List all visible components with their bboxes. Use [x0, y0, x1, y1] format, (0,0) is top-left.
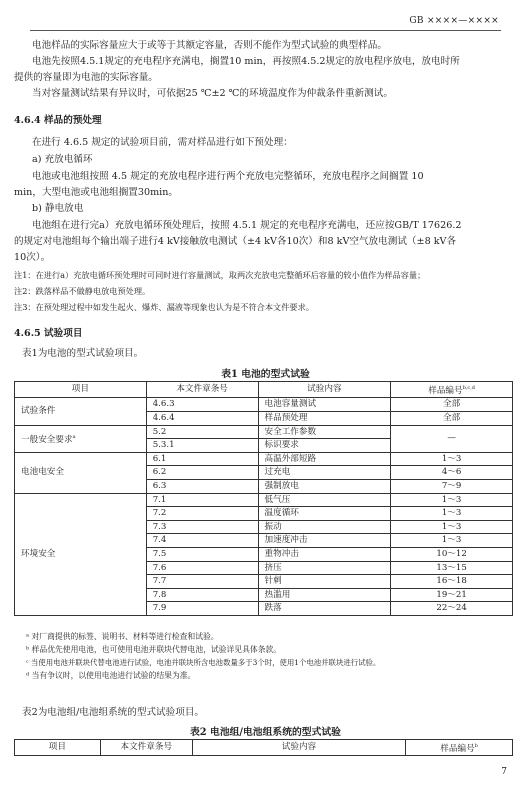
content-cell: 标识要求 [258, 439, 391, 453]
sample-cell: 16～18 [391, 575, 513, 589]
table1-header-item: 项目 [15, 382, 147, 398]
item-a-cycle: a) 充放电循环 [32, 154, 93, 165]
note-3: 注3：在预处理过程中如发生起火、爆炸、漏液等现象也认为是不符合本文件要求。 [14, 302, 314, 312]
para-esd-desc: 电池组在进行完a）充放电循环预处理后，按照 4.5.1 规定的充电程序充满电，还应按GB/T 17626.2 [32, 220, 462, 231]
clause-cell: 7.5 [146, 547, 258, 561]
table1-title: 表1 电池的型式试验 [221, 369, 310, 380]
note-2: 注2：跌落样品不做静电放电预处理。 [14, 286, 151, 296]
content-cell: 电池容量测试 [258, 398, 391, 412]
content-cell: 加速度冲击 [258, 534, 391, 548]
sample-cell: 4～6 [391, 466, 513, 480]
table1-header-row [15, 382, 513, 398]
clause-cell: 7.2 [146, 507, 258, 521]
clause-cell: 4.6.3 [146, 398, 258, 412]
table2-header-row [15, 740, 513, 756]
table2-header-sample [406, 740, 513, 756]
table1-header-sample-sup: b,c,d [462, 385, 475, 391]
clause-cell: 7.9 [146, 602, 258, 616]
table1-header-sample-label: 样品编号 [428, 385, 463, 396]
table1-footnote-a: ᵃ 对厂商提供的标签、说明书、材料等进行检查和试验。 [26, 632, 219, 641]
sample-cell: 13～15 [391, 561, 513, 575]
content-cell: 过充电 [258, 466, 391, 480]
para-esd-desc-end: 10次）。 [14, 252, 51, 263]
table1-footnote-d: ᵈ 当有争议时，以使用电池进行试验的结果为准。 [26, 671, 196, 680]
para-esd-desc-cont: 的规定对电池组每个输出端子进行4 kV接触放电测试（±4 kV各10次）和8 kV空气放电测试（±8 kV各 [14, 236, 457, 247]
note-1: 注1：在进行a）充放电循环预处理时可同时进行容量测试，取两次充放电完整循环后容量的较小值作为样品容量； [14, 270, 426, 280]
table1-header-clause: 本文件章条号 [146, 382, 258, 398]
section-4-6-4-title: 4.6.4 样品的预处理 [14, 115, 102, 126]
content-cell: 安全工作参数 [258, 425, 391, 439]
table1-header-content: 试验内容 [258, 382, 391, 398]
para-charge-procedure-cont: 提供的容量即为电池的实际容量。 [14, 72, 158, 83]
para-arbitration: 当对容量测试结果有异议时，可依据25 ℃±2 ℃的环境温度作为仲裁条件重新测试。 [32, 88, 393, 99]
para-pretreatment-intro: 在进行 4.6.5 规定的试验项目前，需对样品进行如下预处理： [32, 137, 293, 148]
table-row [15, 425, 513, 439]
clause-cell: 5.3.1 [146, 439, 258, 453]
sample-cell: 1～3 [391, 493, 513, 507]
content-cell: 温度循环 [258, 507, 391, 521]
clause-cell: 7.1 [146, 493, 258, 507]
table2-header-item: 项目 [15, 740, 101, 756]
header-rule [30, 30, 501, 31]
group-electrical-safety: 电池电安全 [15, 452, 147, 493]
content-cell: 针刺 [258, 575, 391, 589]
table2 [14, 739, 513, 756]
page-number: 7 [501, 767, 507, 777]
content-cell: 跌落 [258, 602, 391, 616]
sample-cell: 19～21 [391, 588, 513, 602]
table1-footnote-b: ᵇ 样品优先使用电池，也可使用电池并联块代替电池，试验详见具体条款。 [26, 645, 282, 654]
sample-cell: 1～3 [391, 452, 513, 466]
section-4-6-5-title: 4.6.5 试验项目 [14, 328, 83, 339]
table-row [15, 398, 513, 412]
group-general-safety [15, 425, 147, 452]
table2-header-clause: 本文件章条号 [100, 740, 192, 756]
table2-header-sample-sup: b [474, 743, 478, 749]
sample-cell: — [391, 425, 513, 452]
para-charge-procedure: 电池先按照4.5.1规定的充电程序充满电，搁置10 min，再按照4.5.2规定的放电程序放电，放电时所 [32, 56, 460, 67]
content-cell: 挤压 [258, 561, 391, 575]
table2-header-content: 试验内容 [192, 740, 405, 756]
sample-cell: 全部 [391, 398, 513, 412]
content-cell: 样品预处理 [258, 412, 391, 426]
content-cell: 强制放电 [258, 480, 391, 494]
group-environmental-safety: 环境安全 [15, 493, 147, 615]
clause-cell: 7.4 [146, 534, 258, 548]
sample-cell: 1～3 [391, 507, 513, 521]
content-cell: 高温外部短路 [258, 452, 391, 466]
clause-cell: 7.7 [146, 575, 258, 589]
sample-cell: 1～3 [391, 520, 513, 534]
table2-title: 表2 电池组/电池组系统的型式试验 [190, 727, 341, 738]
sample-cell: 10～12 [391, 547, 513, 561]
clause-cell: 6.2 [146, 466, 258, 480]
sample-cell: 7～9 [391, 480, 513, 494]
table1-header-sample [391, 382, 513, 398]
content-cell: 热滥用 [258, 588, 391, 602]
table2-header-sample-label: 样品编号 [440, 743, 475, 754]
clause-cell: 4.6.4 [146, 412, 258, 426]
sample-cell: 全部 [391, 412, 513, 426]
clause-cell: 7.6 [146, 561, 258, 575]
item-b-esd: b) 静电放电 [32, 203, 84, 214]
sample-cell: 22～24 [391, 602, 513, 616]
group-test-conditions: 试验条件 [15, 398, 147, 425]
para-cycle-desc: 电池或电池组按照 4.5 规定的充放电程序进行两个充放电完整循环，充放电程序之间搁置 10 [32, 171, 424, 182]
para-cycle-desc-cont: min，大型电池或电池组搁置30min。 [14, 187, 179, 198]
clause-cell: 6.1 [146, 452, 258, 466]
table-row [15, 493, 513, 507]
group-general-safety-sup: a [72, 434, 76, 440]
content-cell: 低气压 [258, 493, 391, 507]
para-table1-intro: 表1为电池的型式试验项目。 [22, 348, 144, 359]
clause-cell: 6.3 [146, 480, 258, 494]
page-header-code: GB ××××—×××× [409, 16, 499, 26]
sample-cell: 1～3 [391, 534, 513, 548]
para-table2-intro: 表2为电池组/电池组系统的型式试验项目。 [22, 707, 205, 718]
group-general-safety-label: 一般安全要求 [21, 434, 73, 445]
table1 [14, 381, 513, 616]
content-cell: 重物冲击 [258, 547, 391, 561]
clause-cell: 7.8 [146, 588, 258, 602]
table-row [15, 452, 513, 466]
clause-cell: 5.2 [146, 425, 258, 439]
content-cell: 振动 [258, 520, 391, 534]
table1-footnote-c: ᶜ 当使用电池并联块代替电池进行试验，电池并联块所含电池数量多于3个时，使用1个电池并联块进行试验。 [26, 658, 381, 667]
para-sample-capacity: 电池样品的实际容量应大于或等于其额定容量，否则不能作为型式试验的典型样品。 [32, 40, 387, 51]
clause-cell: 7.3 [146, 520, 258, 534]
